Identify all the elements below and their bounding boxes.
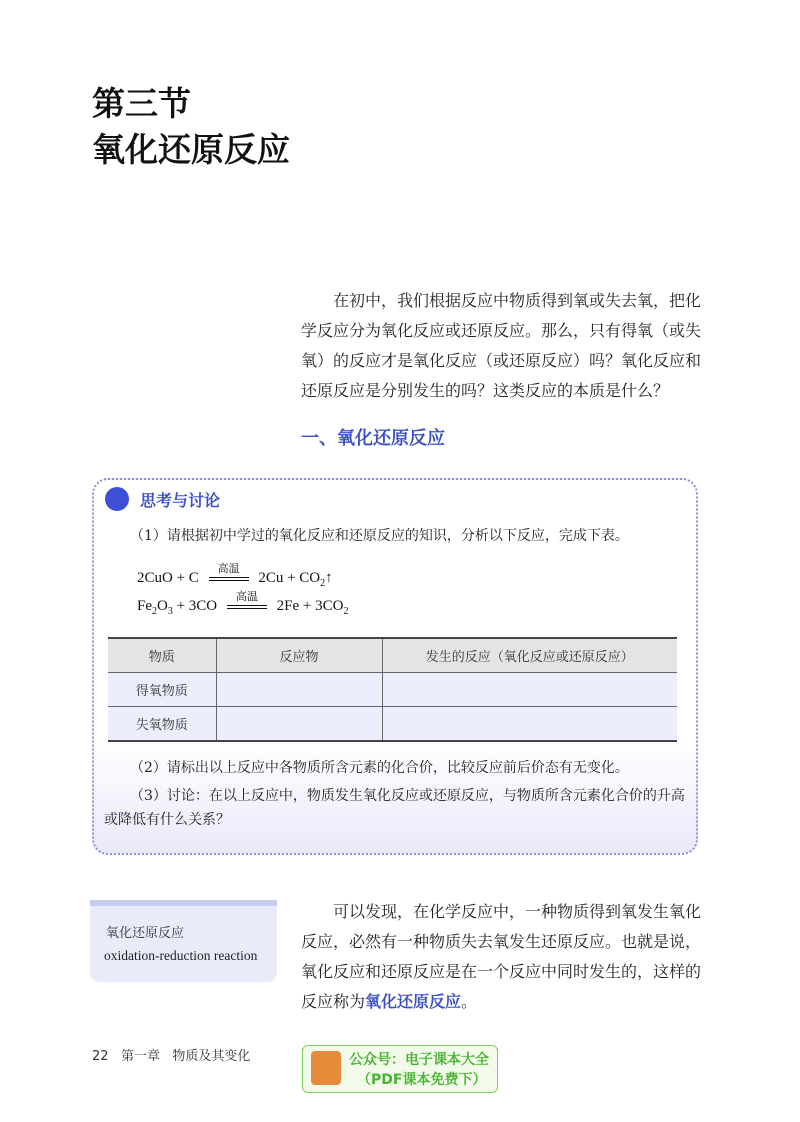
table-header [108, 638, 677, 673]
analysis-table [108, 637, 677, 742]
table-header-cell: 发生的反应（氧化反应或还原反应） [382, 638, 677, 673]
table-row [108, 673, 677, 707]
chapter-title: 物质及其变化 [172, 1049, 251, 1064]
table-row [108, 707, 677, 742]
glossary-sidebar [90, 900, 277, 982]
eq2-co: + 3CO [172, 598, 218, 614]
eq1-left: 2CuO + C [137, 570, 199, 586]
book-icon [311, 1051, 341, 1085]
table-cell [216, 707, 382, 742]
equation-2 [137, 589, 349, 617]
highlight-term: 氧化还原反应 [365, 992, 462, 1011]
question-1: （1）请根据初中学过的氧化反应和还原反应的知识，分析以下反应，完成下表。 [130, 528, 629, 544]
table-header-cell: 物质 [108, 638, 216, 673]
page-footer [92, 1045, 250, 1064]
table-cell [216, 673, 382, 707]
eq2-fe-sub: 2 [152, 606, 157, 617]
intro-paragraph: 在初中，我们根据反应中物质得到氧或失去氧，把化学反应分为氧化反应或还原反应。那么，只有得氧（或失氧）的反应才是氧化反应（或还原反应）吗？氧化反应和还原反应是分别发生的吗？这类反应的本质是什么？ [301, 291, 702, 400]
eq2-right: 2Fe + 3CO [276, 598, 344, 614]
discussion-dot-icon [105, 487, 129, 511]
subsection-heading: 一、氧化还原反应 [301, 428, 445, 449]
equation-1 [137, 561, 333, 589]
eq1-right: 2Cu + CO [258, 570, 321, 586]
eq2-o: O [157, 598, 168, 614]
table-cell [382, 707, 677, 742]
watermark [302, 1045, 498, 1093]
eq2-condition: 高温 [235, 589, 258, 603]
body-end: 。 [461, 992, 478, 1011]
chapter-label: 第一章 [120, 1049, 160, 1064]
section-number: 第三节 [92, 84, 191, 123]
eq1-gas-arrow: ↑ [325, 570, 333, 586]
table-cell: 得氧物质 [108, 673, 216, 707]
eq1-arrow [209, 561, 249, 581]
table-cell: 失氧物质 [108, 707, 216, 742]
question-3: （3）讨论：在以上反应中，物质发生氧化反应或还原反应，与物质所含元素化合价的升高或降低有什么关系？ [104, 788, 685, 828]
discussion-title: 思考与讨论 [140, 491, 221, 510]
eq2-arrow [227, 589, 267, 609]
table-header-cell: 反应物 [216, 638, 382, 673]
section-title: 氧化还原反应 [92, 130, 290, 169]
watermark-line2: （PDF课本免费下） [357, 1072, 487, 1088]
eq1-condition: 高温 [217, 561, 240, 575]
eq1-sub: 2 [320, 578, 326, 589]
question-2: （2）请标出以上反应中各物质所含元素的化合价，比较反应前后价态有无变化。 [130, 760, 629, 776]
eq2-right-sub: 2 [343, 606, 349, 617]
table-cell [382, 673, 677, 707]
eq2-o-sub: 3 [167, 606, 173, 617]
glossary-term-zh: 氧化还原反应 [106, 926, 185, 941]
eq2-fe: Fe [137, 598, 152, 614]
body-text: 可以发现，在化学反应中，一种物质得到氧发生氧化反应，必然有一种物质失去氧发生还原反应。也就是说，氧化反应和还原反应是在一个反应中同时发生的，这样的反应称为 [301, 902, 702, 1011]
glossary-term-en: oxidation-reduction reaction [104, 948, 258, 963]
watermark-line1: 公众号：电子课本大全 [349, 1052, 489, 1068]
page-number: 22 [92, 1049, 109, 1064]
body-paragraph [301, 897, 701, 1017]
